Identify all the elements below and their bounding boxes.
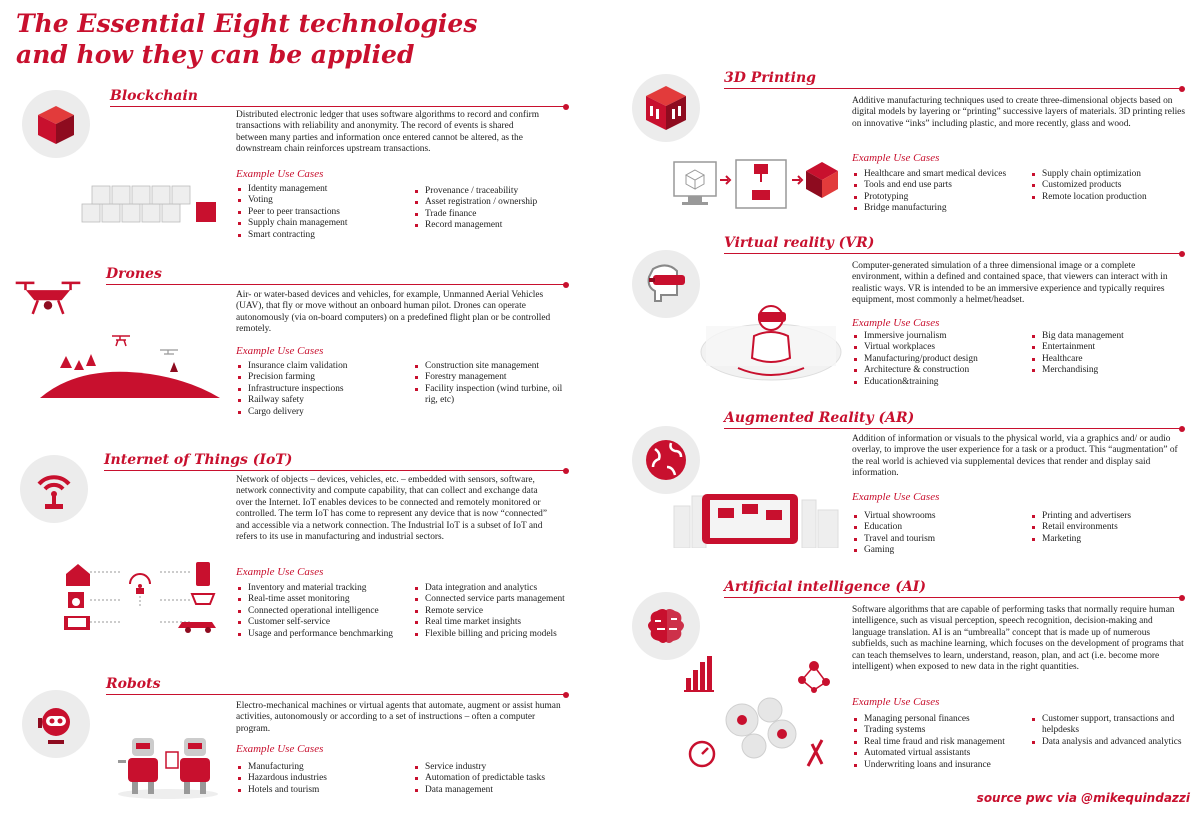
- list-item: Underwriting loans and insurance: [864, 760, 1044, 771]
- list-item: Railway safety: [248, 395, 418, 406]
- drones-use-cases-col2: [413, 361, 575, 407]
- list-item: Peer to peer transactions: [248, 207, 418, 218]
- list-item: Merchandising: [1042, 365, 1200, 376]
- ai-description: Software algorithms that are capable of performing tasks that normally require human intelligence, such as visual perception, speech recognition, decision-making and language translation. AI is an “umbrealla” concept that is made up of numerous subfields, such as machine learning, which focuses on the development of programs that can teach themselves to learn, understand, reason, plan, and act (i.e. become more intelligent) when exposed to new data in the right quantities.: [852, 605, 1184, 673]
- list-item: Real time fraud and risk management: [864, 737, 1044, 748]
- list-item: Manufacturing/product design: [864, 354, 1044, 365]
- blockchain-heading: Blockchain: [110, 86, 568, 107]
- list-item: Virtual showrooms: [864, 511, 1044, 522]
- list-item: Usage and performance benchmarking: [248, 629, 424, 640]
- list-item: Hotels and tourism: [248, 785, 418, 796]
- list-item: Customer support, transactions and helpdesks: [1042, 714, 1192, 737]
- robots-use-cases-col2: [413, 762, 585, 796]
- iot-heading: Internet of Things (IoT): [104, 450, 568, 471]
- list-item: Tools and end use parts: [864, 180, 1044, 191]
- vr-person-illustration: [698, 296, 844, 388]
- blockchain-description: Distributed electronic ledger that uses software algorithms to record and confirm transactions with reliability and anonymity. The record of events is shared between many parties and information once entered cannot be altered, as the downstream chain reinforces upstream transactions.: [236, 110, 540, 155]
- vr-use-cases-col2: [1030, 331, 1200, 377]
- list-item: Inventory and material tracking: [248, 583, 424, 594]
- ai-heading: Artificial intelligence (AI): [724, 577, 1184, 598]
- page-title: The Essential Eight technologies and how they can be applied: [16, 9, 478, 69]
- robots-heading: Robots: [106, 674, 568, 695]
- list-item: Insurance claim validation: [248, 361, 418, 372]
- list-item: Printing and advertisers: [1042, 511, 1200, 522]
- list-item: Trade finance: [425, 209, 585, 220]
- 3d-printing-cube-icon: [632, 74, 700, 142]
- list-item: Cargo delivery: [248, 407, 418, 418]
- 3d-printing-description: Additive manufacturing techniques used to create three-dimensional objects based on digital models by layering or “printing” successive layers of materials. 3D printing relies on innovative “inks” including plastic, and more recently, glass and wood.: [852, 96, 1185, 129]
- list-item: Healthcare: [1042, 354, 1200, 365]
- drone-icon: [14, 268, 82, 336]
- list-item: Precision farming: [248, 372, 418, 383]
- list-item: Data integration and analytics: [425, 583, 595, 594]
- 3d-printing-use-cases-title: Example Use Cases: [852, 152, 940, 164]
- list-item: Construction site management: [425, 361, 575, 372]
- drones-use-cases-title: Example Use Cases: [236, 345, 324, 357]
- list-item: Managing personal finances: [864, 714, 1044, 725]
- ai-use-cases-col1: [852, 714, 1044, 771]
- iot-description: Network of objects – devices, vehicles, etc. – embedded with sensors, software, network connectivity and compute capability, that can collect and exchange data over the Internet. IoT enables devices to be connected and remotely monitored or controlled. The term IoT has come to represent any device that is now “connected” and accessible via a network connection. The Industrial IoT is a subset of IoT and refers to its use in manufacturing and industrial sectors.: [236, 475, 547, 543]
- blockchain-cube-icon: [22, 90, 90, 158]
- robots-description: Electro-mechanical machines or virtual agents that automate, augment or assist human activities, autonomously or according to a set of instructions – often a computer program.: [236, 701, 561, 734]
- list-item: Record management: [425, 220, 585, 231]
- list-item: Supply chain optimization: [1042, 169, 1200, 180]
- 3d-printing-use-cases-col1: [852, 169, 1044, 215]
- list-item: Voting: [248, 195, 418, 206]
- list-item: Supply chain management: [248, 218, 418, 229]
- list-item: Connected operational intelligence: [248, 606, 424, 617]
- ai-use-cases-title: Example Use Cases: [852, 696, 940, 708]
- list-item: Bridge manufacturing: [864, 203, 1044, 214]
- list-item: Gaming: [864, 545, 1044, 556]
- robots-use-cases-title: Example Use Cases: [236, 743, 324, 755]
- drones-heading: Drones: [106, 264, 568, 285]
- list-item: Identity management: [248, 184, 418, 195]
- list-item: Immersive journalism: [864, 331, 1044, 342]
- blockchain-cubes-illustration: [80, 178, 222, 230]
- list-item: Big data management: [1042, 331, 1200, 342]
- list-item: Smart contracting: [248, 230, 418, 241]
- ar-heading: Augmented Reality (AR): [724, 408, 1184, 429]
- list-item: Prototyping: [864, 192, 1044, 203]
- blockchain-use-cases-col2: [413, 186, 585, 232]
- list-item: Data analysis and advanced analytics: [1042, 737, 1192, 748]
- list-item: Architecture & construction: [864, 365, 1044, 376]
- drones-description: Air- or water-based devices and vehicles, for example, Unmanned Aerial Vehicles (UAV), that fly or move without an onboard human pilot. Drones can operate autonomously (via on-board computers) on a predefined flight plan or be controlled remotely.: [236, 290, 551, 335]
- ar-use-cases-col2: [1030, 511, 1200, 545]
- ai-use-cases-col2: [1030, 714, 1192, 748]
- ar-use-cases-col1: [852, 511, 1044, 557]
- 3d-printing-process-illustration: [670, 152, 842, 214]
- drones-landscape-illustration: [40, 330, 220, 398]
- source-credit: source pwc via @mikequindazzi: [976, 791, 1190, 805]
- list-item: Travel and tourism: [864, 534, 1044, 545]
- blockchain-use-cases-title: Example Use Cases: [236, 168, 324, 180]
- list-item: Customer self-service: [248, 617, 424, 628]
- list-item: Customized products: [1042, 180, 1200, 191]
- ar-use-cases-title: Example Use Cases: [852, 491, 940, 503]
- iot-use-cases-col1: [236, 583, 424, 640]
- list-item: Connected service parts management: [425, 594, 595, 605]
- iot-devices-illustration: [60, 558, 226, 640]
- list-item: Marketing: [1042, 534, 1200, 545]
- list-item: Automation of predictable tasks: [425, 773, 585, 784]
- ai-gears-illustration: [682, 650, 842, 774]
- vr-headset-icon: [632, 250, 700, 318]
- iot-use-cases-title: Example Use Cases: [236, 566, 324, 578]
- list-item: Real time market insights: [425, 617, 595, 628]
- list-item: Service industry: [425, 762, 585, 773]
- list-item: Data management: [425, 785, 585, 796]
- robot-head-icon: [22, 690, 90, 758]
- list-item: Facility inspection (wind turbine, oil rig, etc): [425, 384, 575, 407]
- list-item: Remote service: [425, 606, 595, 617]
- iot-use-cases-col2: [413, 583, 595, 640]
- list-item: Healthcare and smart medical devices: [864, 169, 1044, 180]
- list-item: Virtual workplaces: [864, 342, 1044, 353]
- list-item: Education&training: [864, 377, 1044, 388]
- iot-wifi-antenna-icon: [20, 455, 88, 523]
- vr-use-cases-title: Example Use Cases: [852, 317, 940, 329]
- list-item: Trading systems: [864, 725, 1044, 736]
- list-item: Forestry management: [425, 372, 575, 383]
- ar-globe-icon: [632, 426, 700, 494]
- robots-use-cases-col1: [236, 762, 418, 796]
- list-item: Education: [864, 522, 1044, 533]
- list-item: Real-time asset monitoring: [248, 594, 424, 605]
- list-item: Provenance / traceability: [425, 186, 585, 197]
- list-item: Retail environments: [1042, 522, 1200, 533]
- blockchain-use-cases-col1: [236, 184, 418, 241]
- list-item: Hazardous industries: [248, 773, 418, 784]
- vr-use-cases-col1: [852, 331, 1044, 388]
- list-item: Manufacturing: [248, 762, 418, 773]
- list-item: Flexible billing and pricing models: [425, 629, 595, 640]
- 3d-printing-heading: 3D Printing: [724, 68, 1184, 89]
- list-item: Entertainment: [1042, 342, 1200, 353]
- list-item: Infrastructure inspections: [248, 384, 418, 395]
- vr-heading: Virtual reality (VR): [724, 233, 1184, 254]
- drones-use-cases-col1: [236, 361, 418, 418]
- ar-description: Addition of information or visuals to the physical world, via a graphics and/ or audio overlay, to improve the user experience for a task or a product. This “augmentation” of the real world is achieved via supplemental devices that render and display said information.: [852, 434, 1178, 479]
- vr-description: Computer-generated simulation of a three dimensional image or a complete environment, within a defined and contained space, that viewers can interact with in realistic ways. VR is intended to be an immersive experience and typically requires equipment, most commonly a helmet/headset.: [852, 261, 1168, 306]
- robots-illustration: [110, 734, 226, 800]
- 3d-printing-use-cases-col2: [1030, 169, 1200, 203]
- ar-city-tablet-illustration: [672, 486, 842, 548]
- list-item: Asset registration / ownership: [425, 197, 585, 208]
- list-item: Remote location production: [1042, 192, 1200, 203]
- list-item: Automated virtual assistants: [864, 748, 1044, 759]
